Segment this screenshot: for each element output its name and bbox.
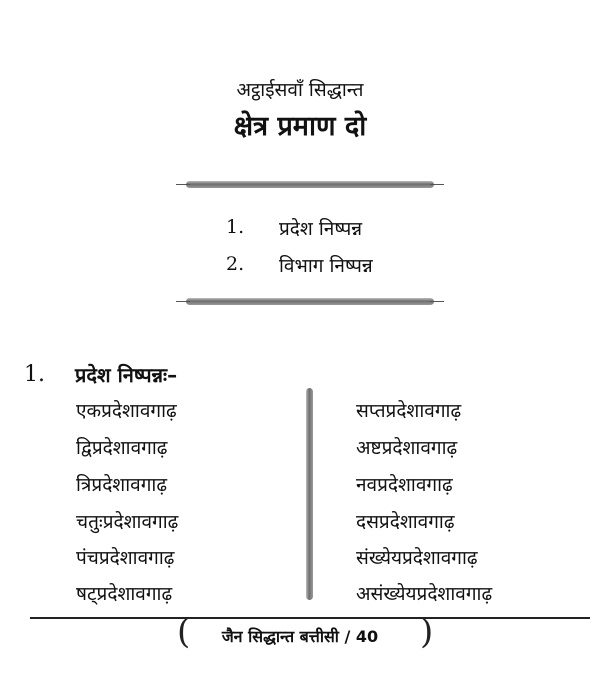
right-term: अष्टप्रदेशावगाढ़ — [356, 437, 458, 459]
footer-left-bracket: ( — [177, 612, 191, 652]
right-term: दसप्रदेशावगाढ़ — [356, 511, 455, 533]
left-term: द्विप्रदेशावगाढ़ — [76, 437, 168, 459]
type-number-1: 1. — [226, 216, 245, 238]
type-label-2: विभाग निष्पन्न — [279, 255, 373, 277]
footer-page-label: जैन सिद्धान्त बत्तीसी / 40 — [221, 627, 379, 646]
section-heading: प्रदेश निष्पन्नः– — [75, 363, 178, 387]
right-term: नवप्रदेशावगाढ़ — [356, 474, 453, 496]
type-number-2: 2. — [226, 253, 245, 275]
right-term: संख्येयप्रदेशावगाढ़ — [356, 547, 478, 569]
footer-right-bracket: ) — [420, 612, 434, 652]
middle-divider — [186, 298, 434, 305]
type-label-1: प्रदेश निष्पन्न — [279, 218, 363, 240]
section-number: 1. — [24, 362, 45, 387]
chapter-title: क्षेत्र प्रमाण दो — [233, 111, 367, 142]
left-term: त्रिप्रदेशावगाढ़ — [76, 474, 168, 496]
column-divider — [306, 388, 313, 600]
footer-rule — [30, 617, 590, 619]
left-term: चतुःप्रदेशावगाढ़ — [76, 511, 179, 533]
top-divider — [186, 181, 434, 188]
left-term: पंचप्रदेशावगाढ़ — [76, 547, 175, 569]
left-term: षट्प्रदेशावगाढ़ — [76, 583, 173, 605]
chapter-subtitle: अट्ठाईसवाँ सिद्धान्त — [236, 79, 364, 101]
left-term: एकप्रदेशावगाढ़ — [76, 400, 177, 422]
right-term: असंख्येयप्रदेशावगाढ़ — [356, 583, 493, 605]
right-term: सप्तप्रदेशावगाढ़ — [356, 400, 462, 422]
